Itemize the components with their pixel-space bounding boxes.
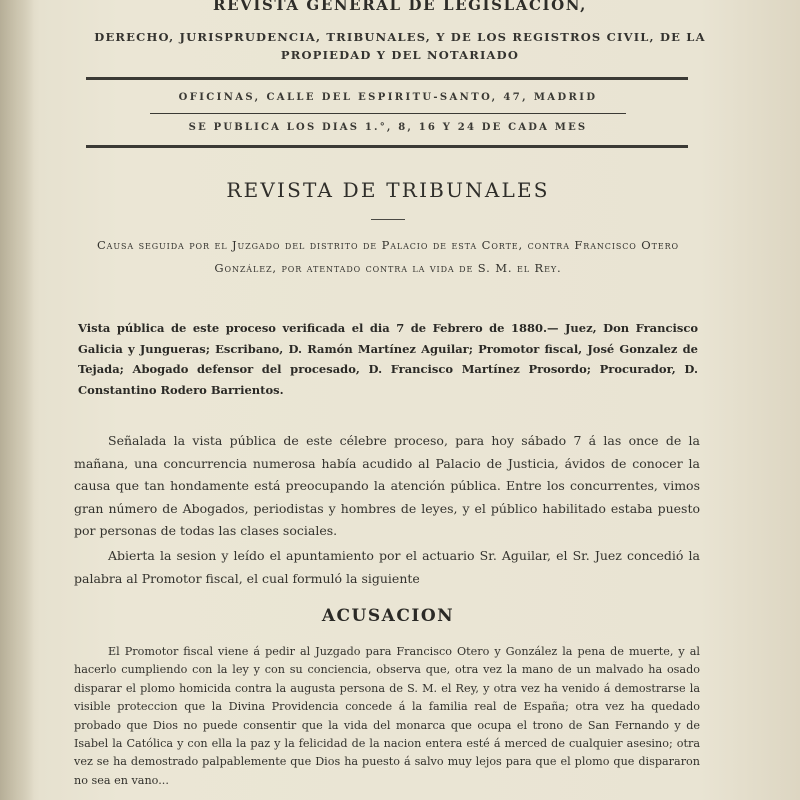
publication-schedule: SE PUBLICA LOS DIAS 1.°, 8, 16 Y 24 DE CADA MES [188,122,588,133]
masthead-title: REVISTA GENERAL DE LEGISLACION, [213,0,587,14]
body-paragraph-1: Señalada la vista pública de este célebre proceso, para hoy sábado 7 á las once de la mañana, una concurrencia numerosa había acudido al Palacio de Justicia, ávidos de conocer la causa que tan hondamente está preocupando la atención pública. Entre los concurrentes, vimos gran número de Abogados, periodistas y hombres de leyes, y el público habilitado estaba puesto por personas de todas las clases sociales. [74,433,700,538]
section-title: REVISTA DE TRIBUNALES [226,178,550,202]
masthead-rule-top [86,77,688,80]
body-paragraph-2: Abierta la sesion y leído el apuntamiento por el actuario Sr. Aguilar, el Sr. Juez concedió la palabra al Promotor fiscal, el cual formuló la siguiente [74,548,700,586]
accusation-text: El Promotor fiscal viene á pedir al Juzgado para Francisco Otero y González la pena de muerte, y al hacerlo cumpliendo con la ley y con su conciencia, observa que, otra vez la mano de un malvado ha osado disparar el plomo homicida contra la augusta persona de S. M. el Rey, y otra vez ha venido á demostrarse la visible proteccion que la Divina Providencia concede á la familia real de España; otra vez ha quedado probado que Dios no puede consentir que la vida del monarca que ocupa el trono de San Fernando y de Isabel la Católica y con ella la paz y la felicidad de la nacion entera esté á merced de cualquier asesino; otra vez se ha demostrado palpablemente que Dios ha puesto á salvo muy lejos para que el plomo que dispararon no sea en vano... [74,645,700,787]
trial-info: Vista pública de este proceso verificada el dia 7 de Febrero de 1880.— Juez, Don Francisco Galicia y Jungueras; Escribano, D. Ramón Martínez Aguilar; Promotor fiscal, José Gonzalez de Tejada; Abogado defensor del procesado, D. Francisco Martínez Prosordo; Procurador, D. Constantino Rodero Barrientos. [78,321,698,397]
page-spine-shadow [0,0,34,800]
masthead-rule-middle [150,113,626,114]
title-divider [371,219,405,220]
masthead-subtitle: DERECHO, JURISPRUDENCIA, TRIBUNALES, Y DE LOS REGISTROS CIVIL, DE LA PROPIEDAD Y DEL NOTARIADO [94,30,706,62]
office-address: OFICINAS, CALLE DEL ESPIRITU-SANTO, 47, MADRID [178,92,598,103]
masthead-rule-bottom [86,145,688,148]
accusation-heading: ACUSACION [321,606,455,626]
case-summary: Causa seguida por el Juzgado del distrito de Palacio de esta Corte, contra Francisco Otero González, por atentado contra la vida de S. M. el Rey. [96,238,679,275]
